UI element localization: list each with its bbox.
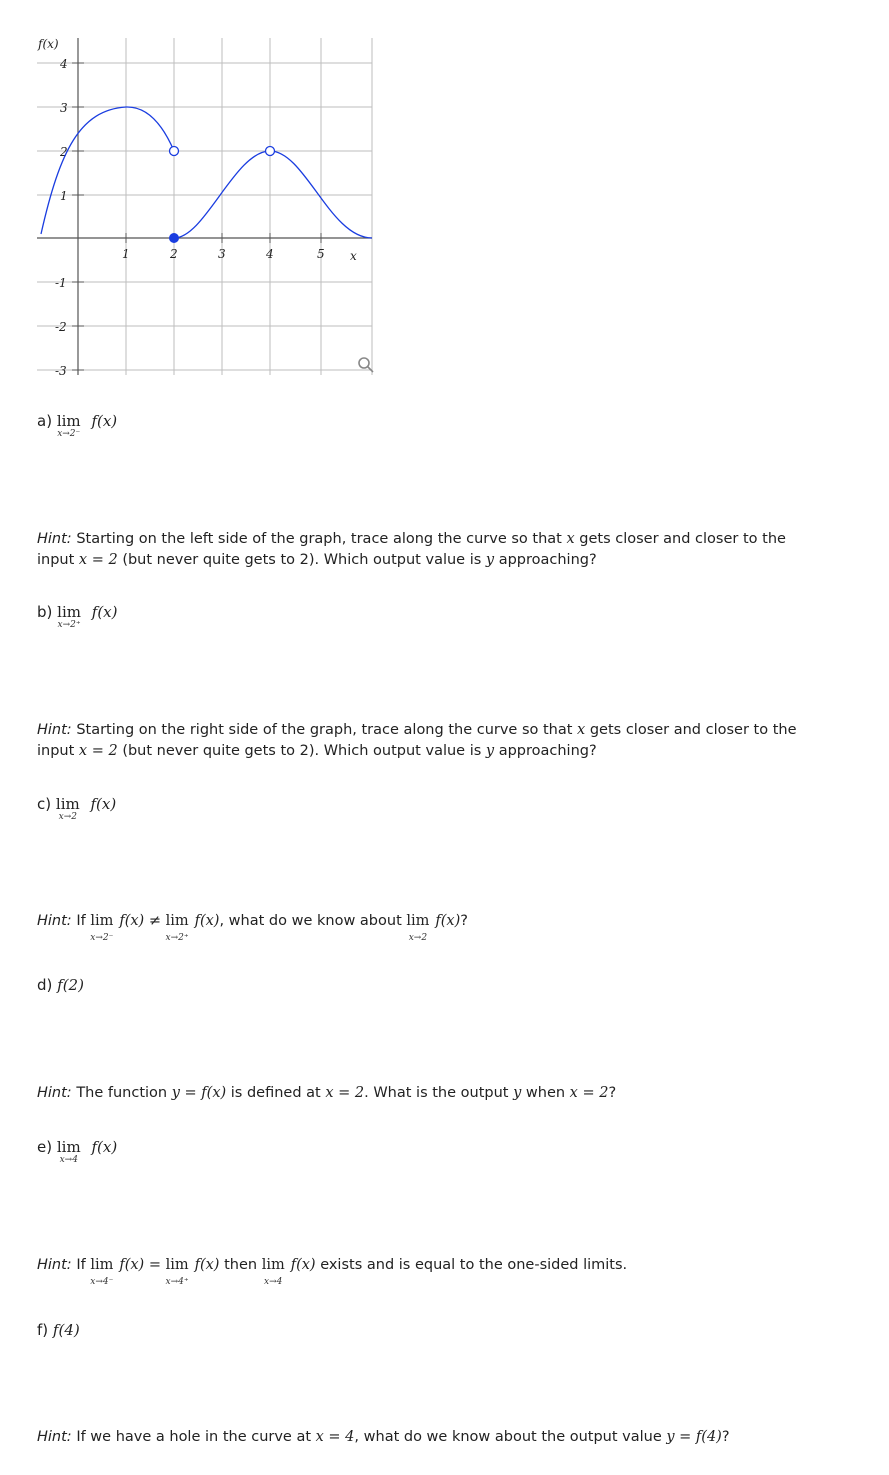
limit: lim x→2⁻ xyxy=(56,412,81,439)
hint-d: Hint: The function y = f(x) is defined at x = 2. What is the output y when x = 2? xyxy=(37,1085,617,1101)
question-a xyxy=(37,412,118,439)
y-tick-label: 1 xyxy=(60,189,68,203)
function-expression: f(x) xyxy=(90,795,117,813)
hint-a: Hint: Starting on the left side of the graph, trace along the curve so that x gets closer and closer to the input x = 2 (but never quite gets to 2). Which output value is y approaching? xyxy=(37,531,786,568)
y-tick-label: -1 xyxy=(55,276,67,290)
function-expression: f(x) xyxy=(91,603,118,621)
x-axis-label: x xyxy=(350,249,357,263)
hint-e: Hint: If lim x→4⁻ f(x) = lim x→4⁺ f(x) then lim x→4 f(x) exists and is equal to the one-sided limits. xyxy=(37,1257,628,1287)
question-label: c) xyxy=(37,795,52,813)
function-expression: f(x) xyxy=(91,412,118,430)
question-b xyxy=(37,603,118,630)
question-label: e) xyxy=(37,1138,53,1156)
limit: lim x→2 xyxy=(55,795,80,822)
y-axis-label: f(x) xyxy=(38,37,59,51)
closed-point xyxy=(169,233,179,243)
question-e xyxy=(37,1138,118,1165)
question-d xyxy=(37,976,84,994)
question-label: f) xyxy=(37,1321,49,1339)
grid xyxy=(37,38,372,375)
x-tick-label: 3 xyxy=(218,247,226,261)
graph-svg xyxy=(0,0,400,390)
x-tick-label: 2 xyxy=(170,247,178,261)
hint-c: Hint: If lim x→2⁻ f(x) ≠ lim x→2⁺ f(x), what do we know about lim x→2 f(x)? xyxy=(37,913,468,943)
y-tick-label: 3 xyxy=(60,101,68,115)
x-tick-label: 5 xyxy=(317,247,325,261)
y-tick-label: -2 xyxy=(55,320,67,334)
hint-b: Hint: Starting on the right side of the graph, trace along the curve so that x gets closer and closer to the input x = 2 (but never quite gets to 2). Which output value is y approaching? xyxy=(37,722,797,759)
open-point-hole xyxy=(266,147,275,156)
question-c xyxy=(37,795,117,822)
x-tick-label: 4 xyxy=(266,247,274,261)
function-expression: f(x) xyxy=(91,1138,118,1156)
y-tick-label: -3 xyxy=(55,364,67,378)
question-f xyxy=(37,1321,80,1339)
curve-left-piece xyxy=(41,107,174,234)
y-tick-label: 4 xyxy=(60,57,68,71)
function-expression: f(4) xyxy=(52,1321,80,1339)
limit: lim x→2⁺ xyxy=(57,603,81,630)
limit: lim x→4 xyxy=(56,1138,81,1165)
y-tick-label: 2 xyxy=(60,145,68,159)
hint-f: Hint: If we have a hole in the curve at x = 4, what do we know about the output value y = f(4)? xyxy=(37,1429,730,1445)
question-label: b) xyxy=(37,603,53,621)
function-expression: f(2) xyxy=(57,976,84,994)
open-point-hole xyxy=(170,147,179,156)
x-tick-label: 1 xyxy=(122,247,130,261)
question-label: a) xyxy=(37,412,53,430)
function-graph xyxy=(0,0,400,390)
question-label: d) xyxy=(37,976,53,994)
